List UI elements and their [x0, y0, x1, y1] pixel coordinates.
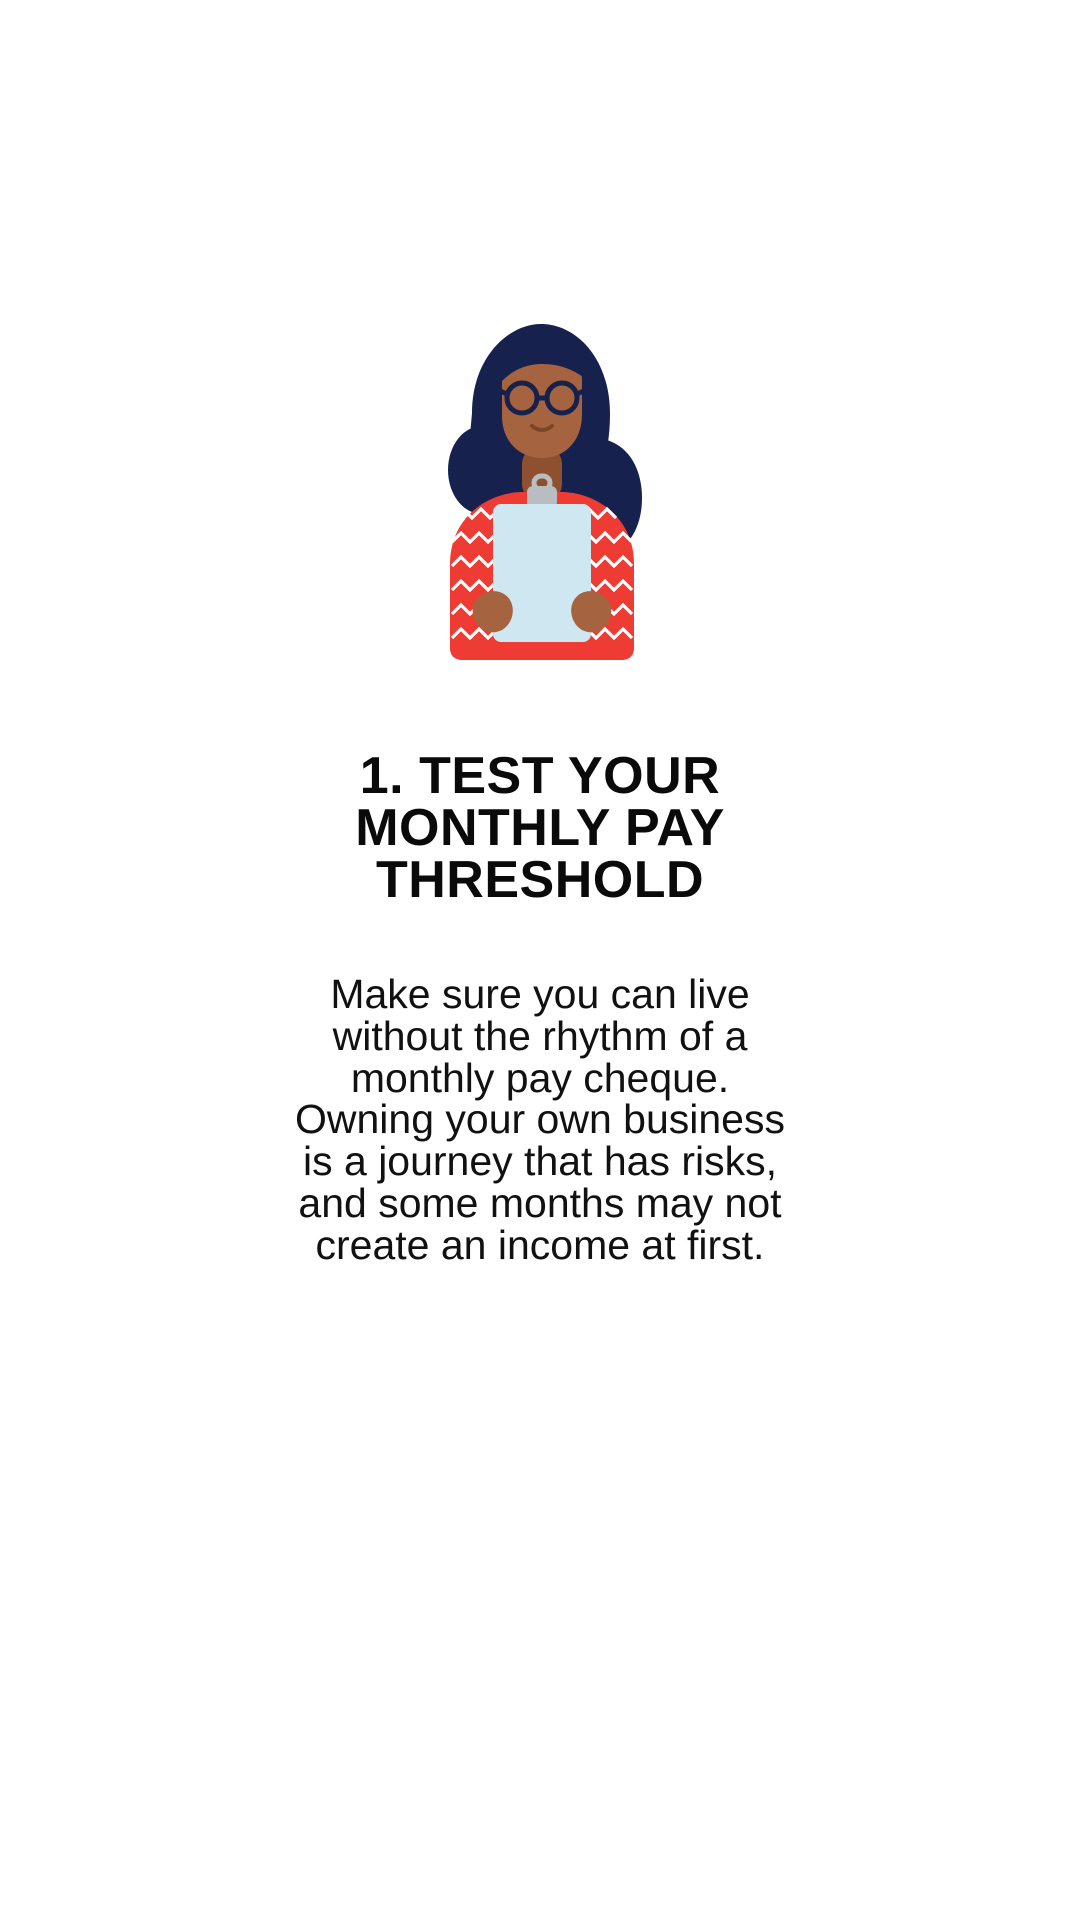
text-block — [260, 747, 820, 1308]
body-copy — [260, 971, 820, 1268]
body-line-4: Owning your own business — [295, 1096, 785, 1143]
body-line-7: create an income at first. — [315, 1221, 765, 1268]
body-line-2: without the rhythm of a — [332, 1012, 748, 1059]
headline-line-2: MONTHLY PAY — [355, 799, 725, 857]
page-title — [260, 747, 820, 909]
body-line-3: monthly pay cheque. — [350, 1054, 730, 1101]
woman-with-clipboard-illustration — [410, 318, 670, 668]
body-line-1: Make sure you can live — [330, 971, 750, 1017]
headline-line-1: 1. TEST YOUR — [359, 747, 721, 805]
body-line-6: and some months may not — [298, 1180, 782, 1227]
body-line-5: is a journey that has risks, — [303, 1138, 777, 1185]
headline-line-3: THRESHOLD — [375, 851, 705, 909]
